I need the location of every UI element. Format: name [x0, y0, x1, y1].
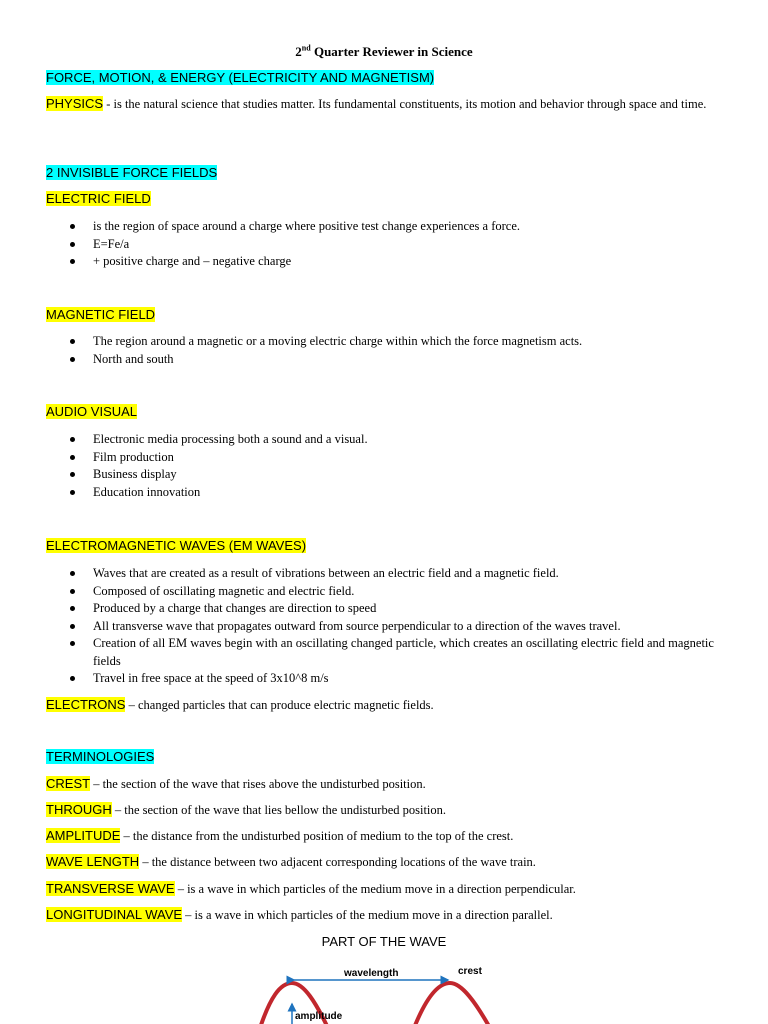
electric-field-heading: ELECTRIC FIELD — [46, 191, 151, 206]
list-item: + positive charge and – negative charge — [46, 253, 722, 271]
list-item: is the region of space around a charge where positive test change experiences a force. — [46, 218, 722, 236]
magnetic-field-heading: MAGNETIC FIELD — [46, 307, 156, 322]
term-transverse-wave: TRANSVERSE WAVE – is a wave in which particles of the medium move in a direction perpendicular. — [46, 881, 576, 896]
em-waves-list — [46, 565, 722, 688]
list-item: E=Fe/a — [46, 236, 722, 254]
list-item: Electronic media processing both a sound and a visual. — [46, 431, 722, 449]
electrons-definition: ELECTRONS – changed particles that can produce electric magnetic fields. — [46, 697, 434, 712]
physics-definition: PHYSICS - is the natural science that studies matter. Its fundamental constituents, its motion and behavior through space and time. — [46, 96, 707, 111]
list-item: All transverse wave that propagates outward from source perpendicular to a direction of the waves travel. — [46, 618, 722, 636]
list-item: Composed of oscillating magnetic and electric field. — [46, 583, 722, 601]
term-amplitude: AMPLITUDE – the distance from the undisturbed position of medium to the top of the crest. — [46, 828, 514, 843]
list-item: Produced by a charge that changes are direction to speed — [46, 600, 722, 618]
audio-visual-list — [46, 431, 722, 501]
list-item: North and south — [46, 351, 722, 369]
term-longitudinal-wave: LONGITUDINAL WAVE – is a wave in which particles of the medium move in a direction parallel. — [46, 907, 553, 922]
magnetic-field-list — [46, 333, 722, 368]
term-crest: CREST – the section of the wave that rises above the undisturbed position. — [46, 776, 426, 791]
page-title: 2nd Quarter Reviewer in Science — [295, 43, 473, 59]
term-wave-length: WAVE LENGTH – the distance between two adjacent corresponding locations of the wave train. — [46, 854, 536, 869]
terminologies-heading: TERMINOLOGIES — [46, 749, 155, 764]
crest-label: crest — [458, 966, 482, 977]
amplitude-label: amplitude — [295, 1011, 343, 1022]
electrons-term: ELECTRONS — [46, 697, 126, 712]
list-item: Waves that are created as a result of vibrations between an electric field and a magnetic field. — [46, 565, 722, 583]
list-item: Business display — [46, 466, 722, 484]
list-item: Travel in free space at the speed of 3x10^8 m/s — [46, 670, 722, 688]
term-through: THROUGH – the section of the wave that lies bellow the undisturbed position. — [46, 802, 447, 817]
list-item: Education innovation — [46, 484, 722, 502]
list-item: Creation of all EM waves begin with an oscillating changed particle, which creates an oscillating electric field and magnetic fields — [46, 635, 722, 670]
list-item: The region around a magnetic or a moving electric charge within which the force magnetism acts. — [46, 333, 722, 351]
audio-visual-heading: AUDIO VISUAL — [46, 404, 138, 419]
electric-field-list — [46, 218, 722, 271]
em-waves-heading: ELECTROMAGNETIC WAVES (EM WAVES) — [46, 538, 307, 553]
subject-heading: FORCE, MOTION, & ENERGY (ELECTRICITY AND MAGNETISM) — [46, 70, 435, 85]
wavelength-label: wavelength — [344, 968, 399, 979]
force-fields-heading: 2 INVISIBLE FORCE FIELDS — [46, 165, 218, 180]
list-item: Film production — [46, 449, 722, 467]
physics-term: PHYSICS — [46, 96, 104, 111]
wave-diagram — [240, 958, 530, 1024]
wave-diagram-title: PART OF THE WAVE — [321, 934, 447, 949]
